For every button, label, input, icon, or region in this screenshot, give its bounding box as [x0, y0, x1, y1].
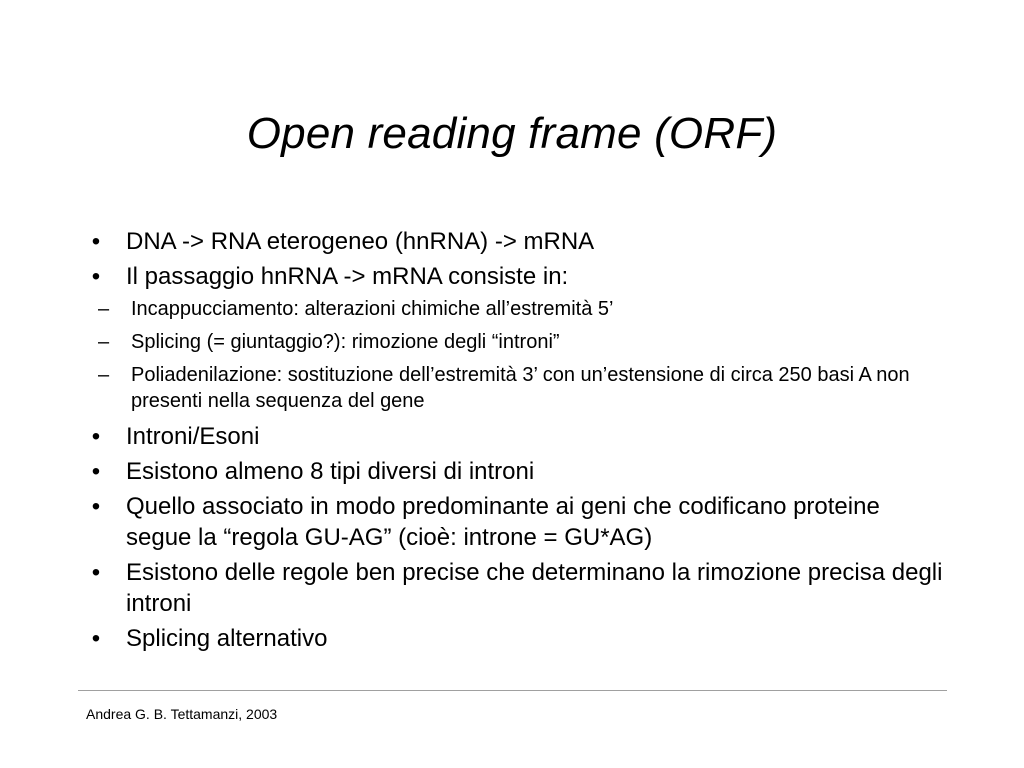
bullet-text: Quello associato in modo predominante ai geni che codificano proteine segue la “regola GU-AG” (cioè: introne = GU*AG): [126, 493, 880, 551]
bullet-text: Il passaggio hnRNA -> mRNA consiste in:: [126, 263, 569, 290]
bullet-marker: •: [91, 458, 101, 485]
bullet-text: Introni/Esoni: [126, 423, 260, 450]
sub-bullet-item: [86, 362, 946, 414]
bullet-marker: •: [91, 559, 101, 586]
bullet-text: Splicing alternativo: [126, 625, 328, 652]
sub-bullet-text: Poliadenilazione: sostituzione dell’estremità 3’ con un’estensione di circa 250 basi A non presenti nella sequenza del gene: [131, 364, 910, 412]
bullet-text: Esistono delle regole ben precise che determinano la rimozione precisa degli introni: [126, 559, 943, 617]
sub-bullet-text: Incappucciamento: alterazioni chimiche all’estremità 5’: [131, 298, 614, 320]
bullet-list: [86, 226, 946, 658]
bullet-item: [86, 261, 946, 292]
bullet-marker: •: [91, 423, 101, 450]
footer-divider: [78, 690, 947, 691]
bullet-marker: •: [91, 228, 101, 255]
bullet-item: [86, 623, 946, 654]
bullet-item: [86, 557, 946, 619]
bullet-marker: •: [91, 625, 101, 652]
sub-bullet-text: Splicing (= giuntaggio?): rimozione degli “introni”: [131, 331, 560, 353]
slide-title: Open reading frame (ORF): [246, 109, 778, 158]
bullet-item: [86, 456, 946, 487]
bullet-item: [86, 421, 946, 452]
sub-bullet-marker: –: [98, 298, 110, 320]
bullet-text: Esistono almeno 8 tipi diversi di introni: [126, 458, 535, 485]
sub-bullet-group: [86, 296, 946, 414]
sub-bullet-marker: –: [98, 364, 110, 386]
sub-bullet-marker: –: [98, 331, 110, 353]
bullet-marker: •: [91, 263, 101, 290]
bullet-marker: •: [91, 493, 101, 520]
bullet-text: DNA -> RNA eterogeneo (hnRNA) -> mRNA: [126, 228, 595, 255]
footer-credit: Andrea G. B. Tettamanzi, 2003: [86, 706, 278, 722]
sub-bullet-list: [86, 296, 946, 414]
sub-bullet-item: [86, 296, 946, 322]
bullet-item: [86, 226, 946, 257]
sub-bullet-item: [86, 329, 946, 355]
bullet-item: [86, 491, 946, 553]
